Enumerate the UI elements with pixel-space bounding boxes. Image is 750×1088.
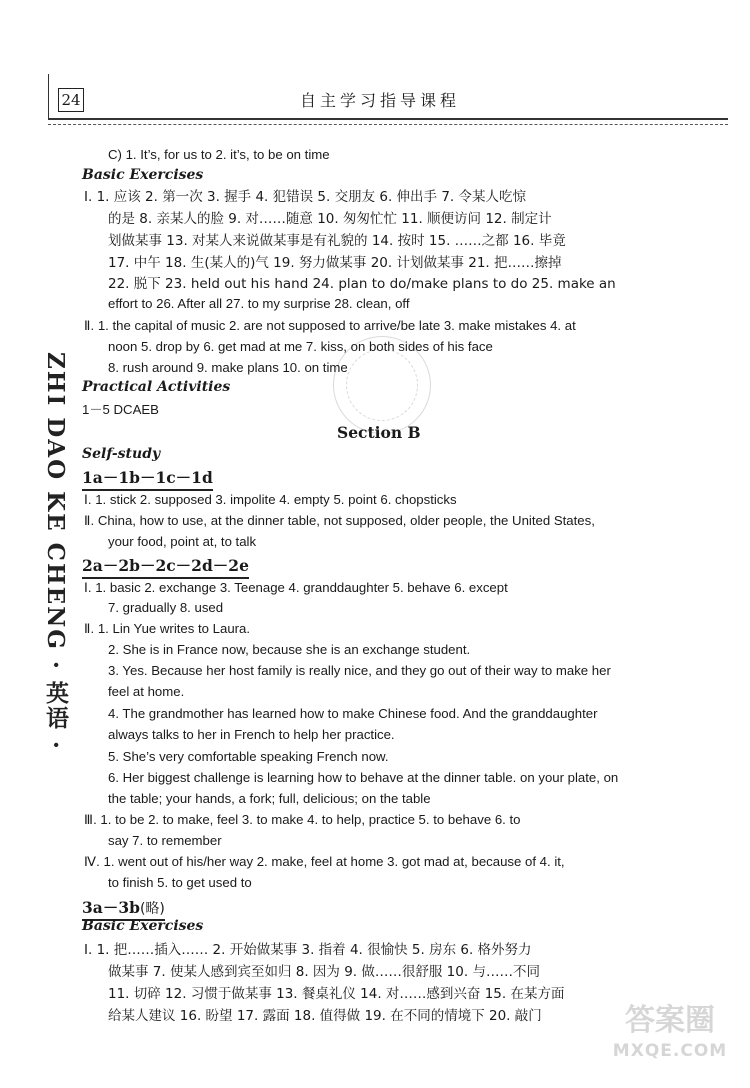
header-divider	[48, 118, 728, 125]
answer-line: Ⅱ. China, how to use, at the dinner table, not supposed, older people, the United States,	[84, 513, 595, 528]
answer-line: Ⅳ. 1. went out of his/her way 2. make, feel at home 3. got mad at, because of 4. it,	[84, 854, 565, 869]
page-number: 24	[58, 88, 84, 112]
part-2a-2e-heading: 2a－2b－2c－2d－2e	[82, 554, 249, 579]
answer-line: 5. She’s very comfortable speaking French now.	[108, 749, 389, 764]
answer-line: Ⅱ. 1. Lin Yue writes to Laura.	[84, 621, 251, 636]
answer-line: effort to 26. After all 27. to my surprise 28. clean, off	[108, 296, 410, 311]
practical-answer-line: 1－5 DCAEB	[82, 402, 159, 417]
basic-exercises-heading-b: Basic Exercises	[82, 918, 204, 934]
self-study-heading: Self-study	[82, 446, 161, 462]
watermark-line-1: 答案圈	[625, 1003, 715, 1038]
answer-line: 22. 脱下 23. held out his hand 24. plan to do/make plans to do 25. make an	[108, 276, 616, 292]
answer-line: say 7. to remember	[108, 833, 222, 848]
answer-line: the table; your hands, a fork; full, delicious; on the table	[108, 791, 431, 806]
answer-line: 11. 切碎 12. 习惯于做某事 13. 餐桌礼仪 14. 对……感到兴奋 15. 在某方面	[108, 986, 565, 1002]
site-watermark	[600, 1002, 740, 1082]
part-1a-1d-heading: 1a－1b－1c－1d	[82, 466, 213, 491]
answer-line: always talks to her in French to help her practice.	[108, 727, 395, 742]
answer-line: to finish 5. to get used to	[108, 875, 252, 890]
answer-line: 6. Her biggest challenge is learning how to behave at the dinner table. on your plate, on	[108, 770, 619, 785]
part-3-label: 3a－3b	[82, 898, 140, 917]
answer-line: Ⅰ. 1. stick 2. supposed 3. impolite 4. empty 5. point 6. chopsticks	[84, 492, 457, 507]
answer-line: noon 5. drop by 6. get mad at me 7. kiss, on both sides of his face	[108, 339, 493, 354]
answer-line: 的是 8. 亲某人的脸 9. 对……随意 10. 匆匆忙忙 11. 顺便访问 12. 制定计	[108, 211, 552, 227]
answer-line: 2. She is in France now, because she is an exchange student.	[108, 642, 471, 657]
practical-activities-heading: Practical Activities	[82, 379, 231, 395]
answer-line: 做某事 7. 使某人感到宾至如归 8. 因为 9. 做……很舒服 10. 与……不同	[108, 964, 540, 980]
answer-line: 4. The grandmother has learned how to make Chinese food. And the granddaughter	[108, 706, 598, 721]
answer-line: your food, point at, to talk	[108, 534, 257, 549]
header-left-rule	[48, 74, 49, 120]
answer-line: 17. 中午 18. 生(某人的)气 19. 努力做某事 20. 计划做某事 21. 把……擦掉	[108, 255, 562, 271]
answer-line: Ⅰ. 1. 应该 2. 第一次 3. 握手 4. 犯错误 5. 交朋友 6. 伸出手 7. 令某人吃惊	[84, 189, 527, 205]
answer-line: Ⅰ. 1. 把……插入…… 2. 开始做某事 3. 指着 4. 很愉快 5. 房东 6. 格外努力	[84, 942, 532, 958]
answer-line: 划做某事 13. 对某人来说做某事是有礼貌的 14. 按时 15. ……之都 16. 毕竟	[108, 233, 566, 249]
answer-line: feel at home.	[108, 684, 185, 699]
page-header-title: 自主学习指导课程	[299, 91, 460, 110]
answer-line: 7. gradually 8. used	[108, 600, 224, 615]
watermark-line-2: MXQE.COM	[612, 1041, 728, 1061]
answer-line: Ⅰ. 1. basic 2. exchange 3. Teenage 4. granddaughter 5. behave 6. except	[84, 580, 508, 595]
answer-line: 8. rush around 9. make plans 10. on time	[108, 360, 348, 375]
c-answer-line: C) 1. It’s, for us to 2. it’s, to be on time	[108, 147, 330, 162]
basic-exercises-heading-a: Basic Exercises	[82, 167, 204, 183]
answer-line: 3. Yes. Because her host family is really nice, and they go out of their way to make her	[108, 663, 611, 678]
side-label: ZHI DAO KE CHENG · 英语 ·	[42, 352, 69, 751]
answer-line: 给某人建议 16. 盼望 17. 露面 18. 值得做 19. 在不同的情境下 20. 敲门	[108, 1008, 542, 1024]
section-b-heading: Section B	[337, 423, 421, 442]
answer-line: Ⅲ. 1. to be 2. to make, feel 3. to make 4. to help, practice 5. to behave 6. to	[84, 812, 521, 827]
part-3-note: (略)	[139, 901, 165, 917]
answer-line: Ⅱ. 1. the capital of music 2. are not supposed to arrive/be late 3. make mistakes 4. at	[84, 318, 576, 333]
